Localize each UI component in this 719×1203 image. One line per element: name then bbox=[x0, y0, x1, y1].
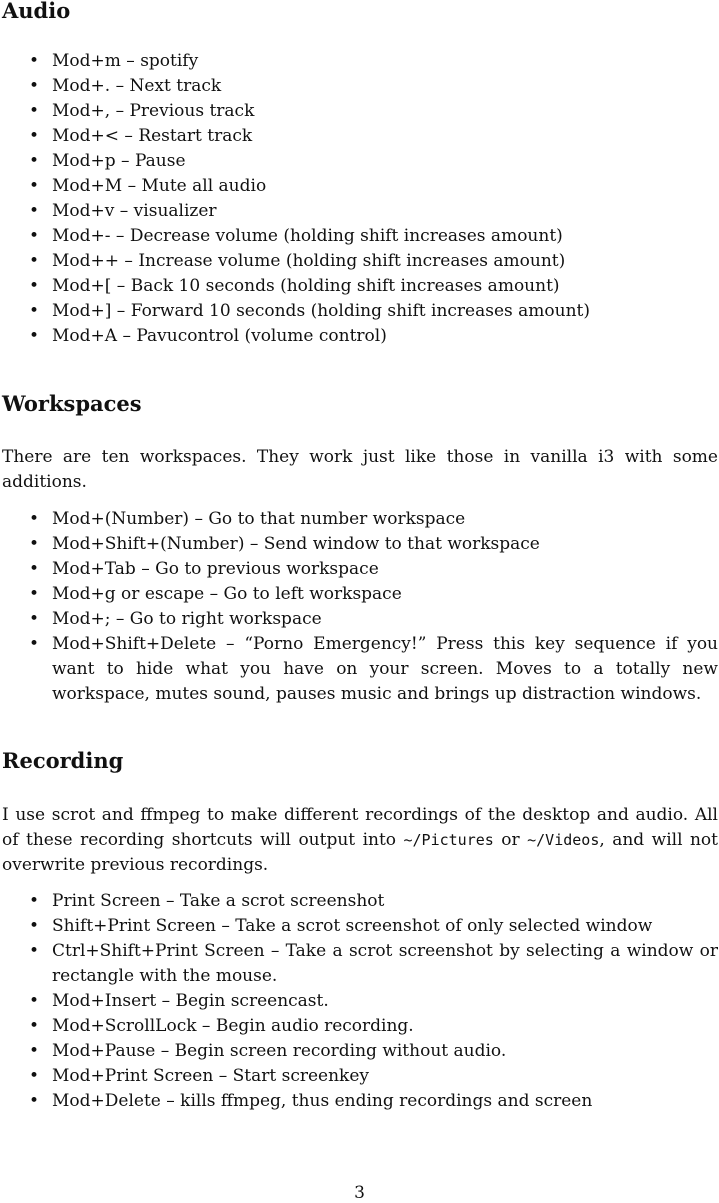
recording-shortcut-list bbox=[2, 889, 718, 1114]
list-item: • Mod+m – spotify bbox=[2, 49, 718, 74]
list-item: • Mod+A – Pavucontrol (volume control) bbox=[2, 324, 718, 349]
list-item: • Ctrl+Shift+Print Screen – Take a scrot screenshot by selecting a window or rectangle with the mouse. bbox=[2, 939, 718, 989]
videos-path: ~/Videos bbox=[527, 831, 600, 849]
list-item: • Mod+Shift+(Number) – Send window to that workspace bbox=[2, 532, 718, 557]
list-item: • Mod+Insert – Begin screencast. bbox=[2, 989, 718, 1014]
list-item: • Shift+Print Screen – Take a scrot screenshot of only selected window bbox=[2, 914, 718, 939]
list-item: • Mod+Tab – Go to previous workspace bbox=[2, 557, 718, 582]
list-item: • Mod+. – Next track bbox=[2, 74, 718, 99]
list-item: • Mod+- – Decrease volume (holding shift increases amount) bbox=[2, 224, 718, 249]
list-item: • Mod+; – Go to right workspace bbox=[2, 607, 718, 632]
workspaces-heading: Workspaces bbox=[2, 391, 142, 416]
list-item: • Mod+g or escape – Go to left workspace bbox=[2, 582, 718, 607]
list-item: • Mod+(Number) – Go to that number workspace bbox=[2, 507, 718, 532]
recording-section bbox=[2, 748, 718, 1111]
list-item: • Mod+Pause – Begin screen recording without audio. bbox=[2, 1039, 718, 1064]
list-item: • Mod+Delete – kills ffmpeg, thus ending recordings and screen bbox=[2, 1089, 718, 1114]
list-item: • Mod++ – Increase volume (holding shift increases amount) bbox=[2, 249, 718, 274]
recording-intro bbox=[2, 803, 718, 878]
list-item: • Print Screen – Take a scrot screenshot bbox=[2, 889, 718, 914]
list-item: • Mod+< – Restart track bbox=[2, 124, 718, 149]
list-item: • Mod+Print Screen – Start screenkey bbox=[2, 1064, 718, 1089]
recording-intro-tail: , and will not overwrite previous recordings. bbox=[2, 830, 718, 875]
recording-intro-text: I use scrot and ffmpeg to make different recordings of the desktop and audio. All of these recording shortcuts will output into bbox=[2, 805, 718, 850]
list-item: • Mod+[ – Back 10 seconds (holding shift increases amount) bbox=[2, 274, 718, 299]
audio-shortcut-list bbox=[2, 49, 718, 349]
pictures-path: ~/Pictures bbox=[403, 831, 494, 849]
audio-heading: Audio bbox=[2, 0, 71, 23]
page-number: 3 bbox=[354, 1183, 365, 1203]
workspaces-intro: There are ten workspaces. They work just like those in vanilla i3 with some additions. bbox=[2, 447, 718, 492]
workspaces-section bbox=[2, 391, 718, 704]
workspaces-shortcut-list bbox=[2, 507, 718, 707]
list-item: • Mod+p – Pause bbox=[2, 149, 718, 174]
list-item: • Mod+M – Mute all audio bbox=[2, 174, 718, 199]
recording-intro-or: or bbox=[493, 830, 528, 850]
list-item: • Mod+ScrollLock – Begin audio recording. bbox=[2, 1014, 718, 1039]
recording-heading: Recording bbox=[2, 748, 124, 773]
list-item: • Mod+, – Previous track bbox=[2, 99, 718, 124]
list-item: • Mod+Shift+Delete – “Porno Emergency!” Press this key sequence if you want to hide what you have on your screen. Moves to a totally new workspace, mutes sound, pauses music and brings up distraction windows. bbox=[2, 632, 718, 707]
list-item: • Mod+] – Forward 10 seconds (holding shift increases amount) bbox=[2, 299, 718, 324]
list-item: • Mod+v – visualizer bbox=[2, 199, 718, 224]
